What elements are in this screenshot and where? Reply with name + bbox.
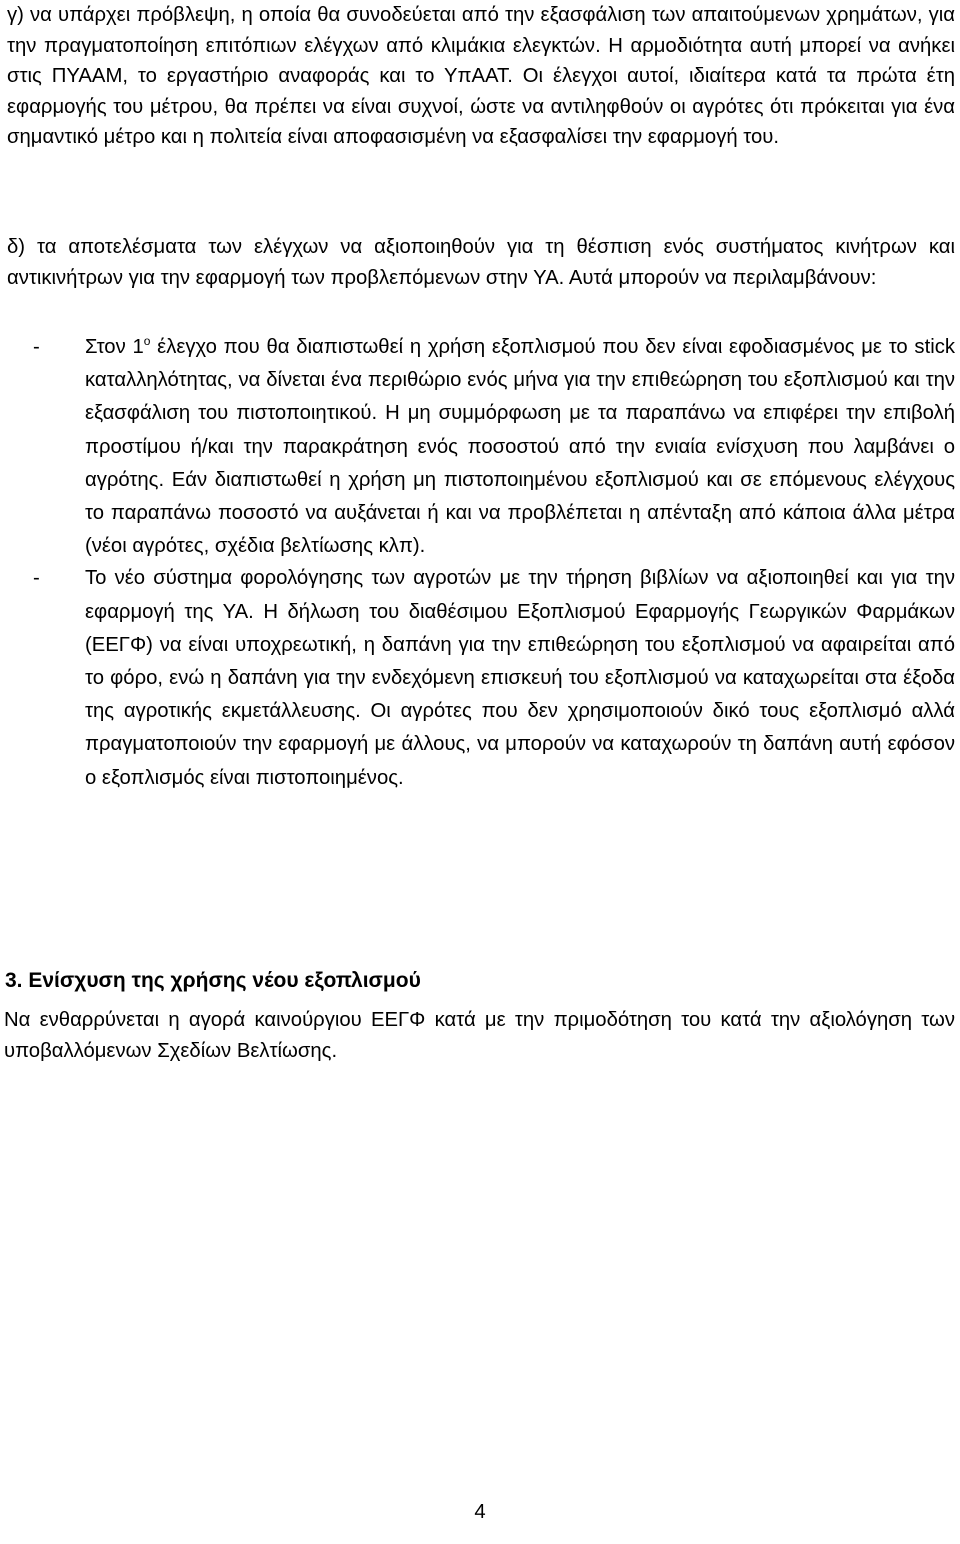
measures-list [0,331,955,795]
list-item [0,562,955,794]
paragraph-g: γ) να υπάρχει πρόβλεψη, η οποία θα συνοδεύεται από την εξασφάλιση των απαιτούμενων χρημάτων, για την πραγματοποίηση επιτόπιων ελέγχων από κλιμάκια ελεγκτών. Η αρμοδιότητα αυτή μπορεί να ανήκει στις ΠΥΑΑΜ, το εργαστήριο αναφοράς και το ΥπΑΑΤ. Οι έλεγχοι αυτοί, ιδιαίτερα κατά τα πρώτα έτη εφαρμογής του μέτρου, θα πρέπει να είναι συχνοί, ώστε να αντιληφθούν οι αγρότες ότι πρόκειται για ένα σημαντικό μέτρο και η πολιτεία είναι αποφασισμένη να εξασφαλίσει την εφαρμογή του. [7,4,955,149]
list-item-lead: Στον 1 [85,336,144,358]
list-item [0,331,955,563]
list-item-text [85,331,955,563]
paragraph-d: δ) τα αποτελέσματα των ελέγχων να αξιοποιηθούν για τη θέσπιση ενός συστήματος κινήτρων και αντικινήτρων για την εφαρμογή των προβλεπόμενων στην ΥΑ. Αυτά μπορούν να περιλαμβάνουν: [7,236,955,289]
ordinal-superscript: ο [143,334,151,348]
list-dash: - [33,336,40,358]
list-dash: - [33,567,40,590]
section-body: Να ενθαρρύνεται η αγορά καινούργιου ΕΕΓΦ κατά με την πριμοδότηση του κατά την αξιολόγηση των υποβαλλόμενων Σχεδίων Βελτίωσης. [4,1009,955,1062]
list-item-body: Το νέο σύστημα φορολόγησης των αγροτών με την τήρηση βιβλίων να αξιοποιηθεί και για την εφαρμογή της ΥΑ. Η δήλωση του διαθέσιμου Εξοπλισμού Εφαρμογής Γεωργικών Φαρμάκων (ΕΕΓΦ) να είναι υποχρεωτική, η δαπάνη για την επιθεώρηση του εξοπλισμού να αφαιρείται από το φόρο, ενώ η δαπάνη για την ενδεχόμενη επισκευή του εξοπλισμού να καταχωρείται στα έξοδα της αγροτικής εκμετάλλευσης. Οι αγρότες που δεν χρησιμοποιούν δικό τους εξοπλισμό αλλά πραγματοποιούν την εφαρμογή με άλλους, να μπορούν να καταχωρούν τη δαπάνη αυτή εφόσον ο εξοπλισμός είναι πιστοποιημένος. [85,567,955,789]
section-heading: 3. Ενίσχυση της χρήσης νέου εξοπλισμού [5,969,421,992]
list-item-body: έλεγχο που θα διαπιστωθεί η χρήση εξοπλισμού που δεν είναι εφοδιασμένος με το stick καταλληλότητας, να δίνεται ένα περιθώριο ενός μήνα για την επιθεώρηση του εξοπλισμού και την εξασφάλιση του πιστοποιητικού. Η μη συμμόρφωση με τα παραπάνω να επιφέρει την επιβολή προστίμου ή/και την παρακράτηση ενός ποσοστού από την ενιαία ενίσχυση που λαμβάνει ο αγρότης. Εάν διαπιστωθεί η χρήση μη πιστοποιημένου εξοπλισμού και σε επόμενους ελέγχους το παραπάνω ποσοστό να αυξάνεται ή και να προβλέπεται η απένταξη από κάποια άλλα μέτρα (νέοι αγρότες, σχέδια βελτίωσης κλπ). [85,336,955,558]
page-number: 4 [474,1501,486,1523]
